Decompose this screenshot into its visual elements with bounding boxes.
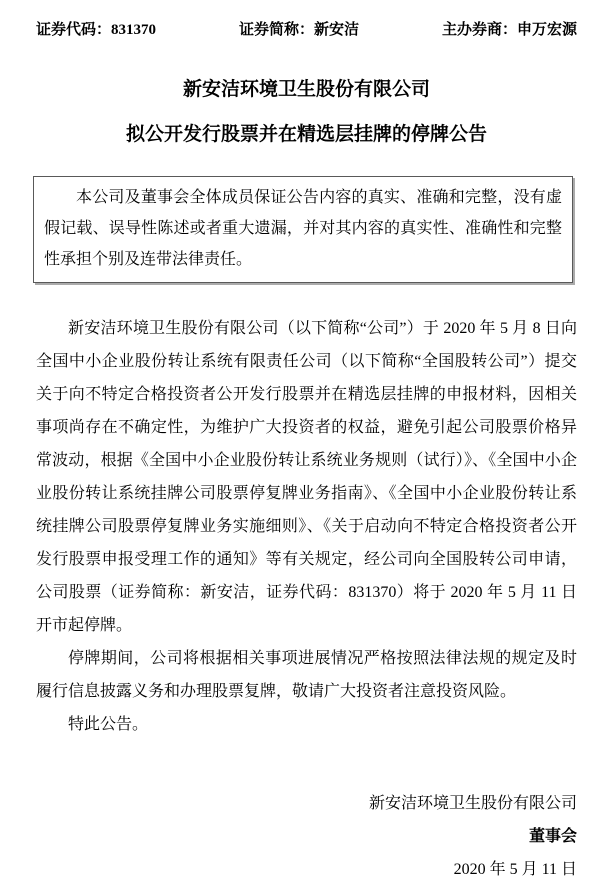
signature-signer: 董事会 xyxy=(528,828,577,845)
stock-code: 证券代码：831370 xyxy=(36,22,157,38)
signature-date: 2020 年 5 月 11 日 xyxy=(453,861,577,878)
stock-info-header xyxy=(36,18,577,39)
disclaimer-text: 本公司及董事会全体成员保证公告内容的真实、准确和完整，没有虚假记载、误导性陈述或者重大遗漏，并对其内容的真实性、准确性和完整性承担个别及连带法律责任。 xyxy=(44,189,562,268)
sponsor-broker: 主办券商：申万宏源 xyxy=(441,22,577,38)
company-name-title: 新安洁环境卫生股份有限公司 xyxy=(182,79,430,100)
disclaimer-box xyxy=(33,176,573,283)
announcement-body xyxy=(36,312,577,741)
body-paragraph-2: 停牌期间，公司将根据相关事项进展情况严格按照法律法规的规定及时履行信息披露义务和办理股票复牌，敬请广大投资者注意投资风险。 xyxy=(36,650,577,700)
stock-short-name: 证券简称：新安洁 xyxy=(238,22,359,38)
body-paragraph-3: 特此公告。 xyxy=(68,716,149,733)
signature-company: 新安洁环境卫生股份有限公司 xyxy=(368,795,577,812)
body-paragraph-1: 新安洁环境卫生股份有限公司（以下简称“公司”）于 2020 年 5 月 8 日向全国中小企业股份转让系统有限责任公司（以下简称“全国股转公司”）提交关于向不特定合格投资者公开发行股票并在精选层挂牌的申报材料，因相关事项尚存在不确定性，为维护广大投资者的权益，避免引起公司股票价格异常波动，根据《全国中小企业股份转让系统业务规则（试行）》、《全国中小企业股份转让系统挂牌公司股票停复牌业务指南》、《全国中小企业股份转让系统挂牌公司股票停复牌业务实施细则》、《关于启动向不特定合格投资者公开发行股票申报受理工作的通知》等有关规定，经公司向全国股转公司申请，公司股票（证券简称：新安洁，证券代码：831370）将于 2020 年 5 月 11 日开市起停牌。 xyxy=(36,320,577,634)
signature-block xyxy=(36,787,577,886)
announcement-title: 拟公开发行股票并在精选层挂牌的停牌公告 xyxy=(125,124,487,145)
